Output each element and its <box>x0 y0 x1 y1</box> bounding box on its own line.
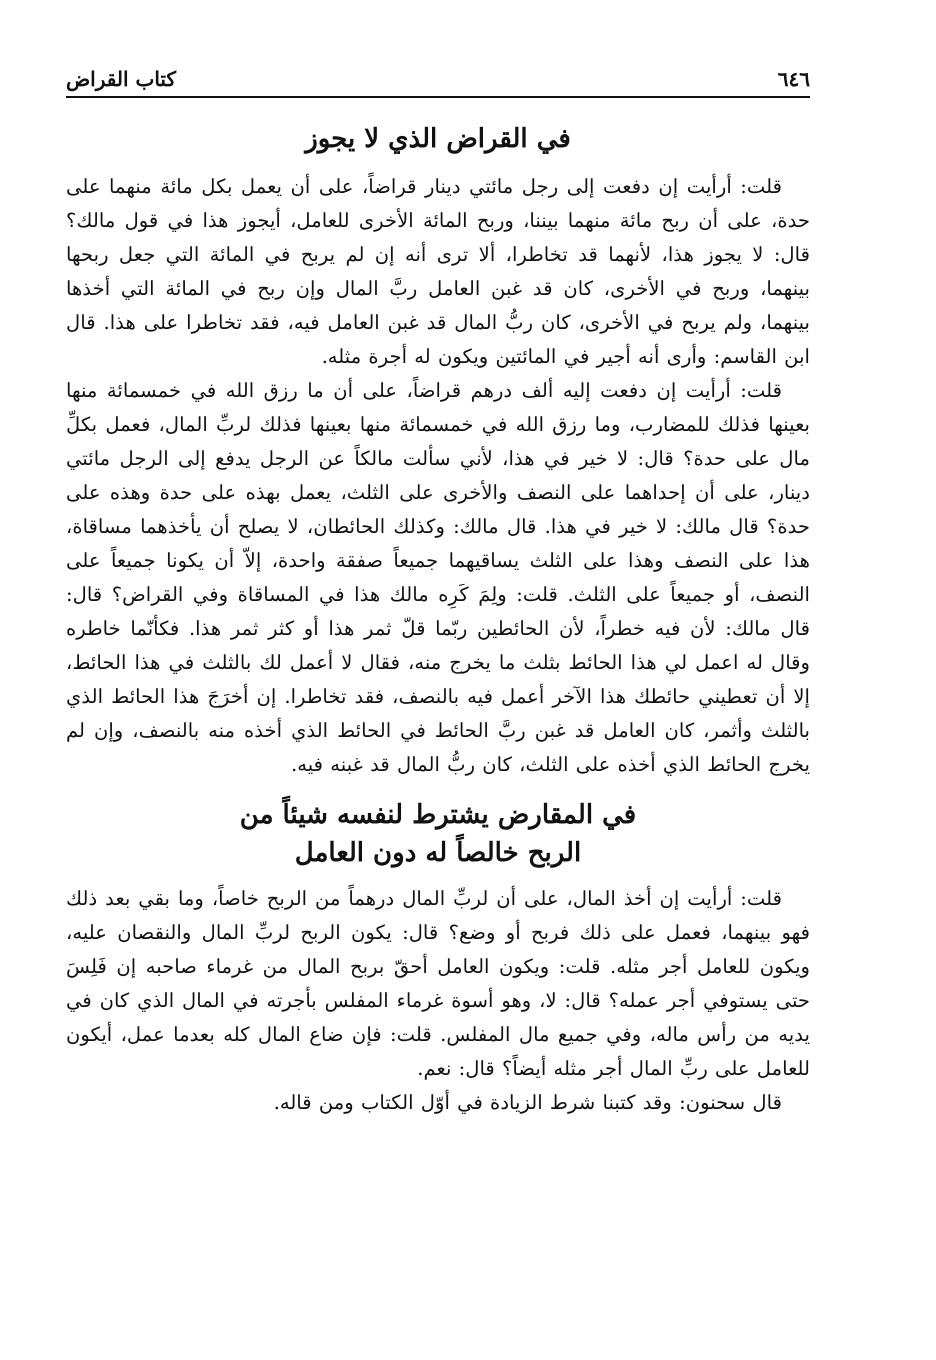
section-title-line: في القراض الذي لا يجوز <box>305 124 571 154</box>
body-paragraph: قلت: أرأيت إن دفعت إلى رجل مائتي دينار قراضاً، على أن يعمل بكل مائة منهما على حدة، على أن ربح مائة منهما بيننا، وربح المائة الأخرى للعامل، أيجوز هذا في قول مالك؟ قال: لا يجوز هذا، لأنهما قد تخاطرا، ألا ترى أنه إن لم يربح في المائة التي جعل ربحها بينهما، وربح في الأخرى، كان قد غبن العامل ربَّ المال وإن ربح في المائة التي أخذها بينهما، ولم يربح في الأخرى، كان ربُّ المال قد غبن العامل فيه، فقد تخاطرا على هذا. قال ابن القاسم: وأرى أنه أجير في المائتين ويكون له أجرة مثله. <box>66 175 810 368</box>
book-title: كتاب القراض <box>66 67 176 91</box>
running-header <box>66 62 810 98</box>
body-paragraph: قلت: أرأيت إن أخذ المال، على أن لربِّ المال درهماً من الربح خاصاً، وما بقي بعد ذلك فهو بينهما، فعمل على ذلك فربح أو وضع؟ قال: يكون الربح لربِّ المال والنقصان عليه، ويكون للعامل أجر مثله. قلت: ويكون العامل أحقّ بربح المال من غرماء صاحبه إن فَلِسَ حتى يستوفي أجر عمله؟ قال: لا، وهو أسوة غرماء المفلس بأجرته في المال الذي كان في يديه من رأس ماله، وفي جميع مال المفلس. قلت: فإن ضاع المال كله بعدما عمل، أيكون للعامل على ربِّ المال أجر مثله أيضاً؟ قال: نعم. <box>66 887 810 1080</box>
section-title <box>66 120 810 158</box>
book-page <box>66 62 810 1120</box>
body-paragraph: قال سحنون: وقد كتبنا شرط الزيادة في أوّل الكتاب ومن قاله. <box>273 1091 782 1114</box>
section-invalid-qirad <box>66 120 810 782</box>
section-title-line: الربح خالصاً له دون العامل <box>294 838 582 868</box>
section-title-line: في المقارض يشترط لنفسه شيئاً من <box>239 800 637 830</box>
body-paragraph: قلت: أرأيت إن دفعت إليه ألف درهم قراضاً، على أن ما رزق الله في خمسمائة منها بعينها فذلك للمضارب، وما رزق الله في خمسمائة منها بعينها فذلك لربِّ المال، فعمل بكلِّ مال على حدة؟ قال: لا خير في هذا، لأني سألت مالكاً عن الرجل يدفع إلى الرجل مائتي دينار، على أن إحداهما على النصف والأخرى على الثلث، يعمل بهذه على حدة وهذه على حدة؟ قال مالك: لا خير في هذا. قال مالك: وكذلك الحائطان، لا يصلح أن يأخذهما مساقاة، هذا على النصف وهذا على الثلث يساقيهما جميعاً صفقة واحدة، إلاّ أن يكونا جميعاً على النصف، أو جميعاً على الثلث. قلت: ولِمَ كَرِه مالك هذا في المساقاة وفي القراض؟ قال: قال مالك: لأن فيه خطراً، لأن الحائطين ربّما قلّ ثمر هذا أو كثر ثمر هذا. فكأنّما خاطره وقال له اعمل لي هذا الحائط بثلث ما يخرج منه، فقال لا أعمل لك بالثلث في هذا الحائط، إلا أن تعطيني حائطك هذا الآخر أعمل فيه بالنصف، فقد تخاطرا. إن أخرَجَ هذا الحائط الذي بالثلث وأثمر، كان العامل قد غبن ربَّ الحائط في الحائط الذي أخذه منه بالنصف، وإن لم يخرج الحائط الذي أخذه على الثلث، كان ربُّ المال قد غبنه فيه. <box>66 379 810 776</box>
section-profit-condition <box>66 796 810 1120</box>
section-title <box>66 796 810 872</box>
page-number: ٦٤٦ <box>777 67 810 91</box>
